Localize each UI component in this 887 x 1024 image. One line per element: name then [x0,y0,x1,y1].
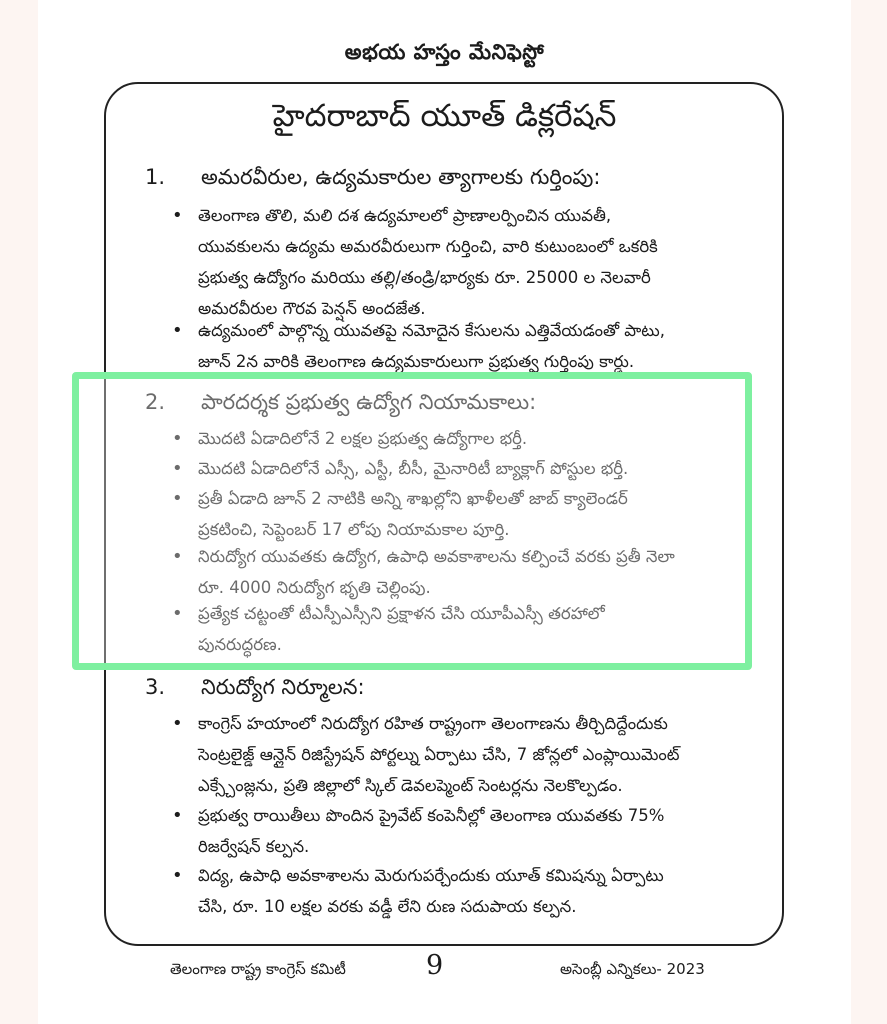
highlight-box [72,372,752,670]
section-number: 1. [145,165,166,189]
list-item: • ప్రతీ ఏడాది జూన్ 2 నాటికి అన్ని శాఖల్లోని ఖాళీలతో జాబ్ క్యాలెండర్ ప్రకటించి, సెప్టెంబర్ 17 లోపు నియామకాల పూర్తి. [198,483,766,545]
list-item: • కాంగ్రెస్ హయాంలో నిరుద్యోగ రహిత రాష్ట్రంగా తెలంగాణను తీర్చిదిద్దేందుకు సెంట్రలైజ్డ్ ఆన్లైన్ రిజిస్ట్రేషన్ పోర్టల్ను ఏర్పాటు చేసి, 7 జోన్లలో ఎంప్లాయిమెంట్ ఎక్స్చేంజ్లను, ప్రతి జిల్లాలో స్కిల్ డెవలప్మెంట్ సెంటర్లను నెలకొల్పడం. [198,708,766,801]
section-number: 2. [145,390,166,414]
section-title: నిరుద్యోగ నిర్మూలన: [201,675,365,699]
list-item: • విద్య, ఉపాధి అవకాశాలను మెరుగుపర్చేందుకు యూత్ కమిషన్ను ఏర్పాటు చేసి, రూ. 10 లక్షల వరకు వడ్డీ లేని రుణ సదుపాయ కల్పన. [198,860,766,922]
footer-elections: అసెంబ్లీ ఎన్నికలు- 2023 [560,960,705,978]
list-item: • ఉద్యమంలో పాల్గొన్న యువతపై నమోదైన కేసులను ఎత్తివేయడంతో పాటు, జూన్ 2న వారికి తెలంగాణ ఉద్యమకారులుగా ప్రభుత్వ గుర్తింపు కార్డు. [198,315,766,377]
section-title: అమరవీరుల, ఉద్యమకారుల త్యాగాలకు గుర్తింపు: [201,165,601,189]
list-item: • ప్రభుత్వ రాయితీలు పొందిన ప్రైవేట్ కంపెనీల్లో తెలంగాణ యువతకు 75% రిజర్వేషన్ కల్పన. [198,800,766,862]
declaration-title: హైదరాబాద్ యూత్ డిక్లరేషన్ [272,98,617,134]
list-item: • నిరుద్యోగ యువతకు ఉద్యోగ, ఉపాధి అవకాశాలను కల్పించే వరకు ప్రతీ నెలా రూ. 4000 నిరుద్యోగ భృతి చెల్లింపు. [198,541,766,603]
footer-committee: తెలంగాణ రాష్ట్ర కాంగ్రెస్ కమిటీ [170,960,346,978]
list-item: • ప్రత్యేక చట్టంతో టీఎస్పీఎస్సీని ప్రక్షాళన చేసి యూపీఎస్సీ తరహాలో పునరుద్ధరణ. [198,598,766,660]
list-item: • మొదటి ఏడాదిలోనే 2 లక్షల ప్రభుత్వ ఉద్యోగాల భర్తీ. [198,423,766,454]
section-number: 3. [145,675,166,699]
page-number: 9 [426,950,444,981]
section-1-heading [145,165,600,195]
list-item: • తెలంగాణ తొలి, మలి దశ ఉద్యమాలలో ప్రాణాలర్పించిన యువతీ, యువకులను ఉద్యమ అమరవీరులుగా గుర్తించి, వారి కుటుంబంలో ఒకరికి ప్రభుత్వ ఉద్యోగం మరియు తల్లి/తండ్రి/భార్యకు రూ. 25000 ల నెలవారీ అమరవీరుల గౌరవ పెన్షన్ అందజేత. [198,200,766,324]
manifesto-header: అభయ హస్తం మేనిఫెస్టో [344,40,545,64]
list-item: • మొదటి ఏడాదిలోనే ఎస్సీ, ఎస్టీ, బీసీ, మైనారిటీ బ్యాక్లాగ్ పోస్టుల భర్తీ. [198,453,766,484]
section-3-heading [145,675,365,705]
section-title: పారదర్శక ప్రభుత్వ ఉద్యోగ నియామకాలు: [201,390,537,414]
